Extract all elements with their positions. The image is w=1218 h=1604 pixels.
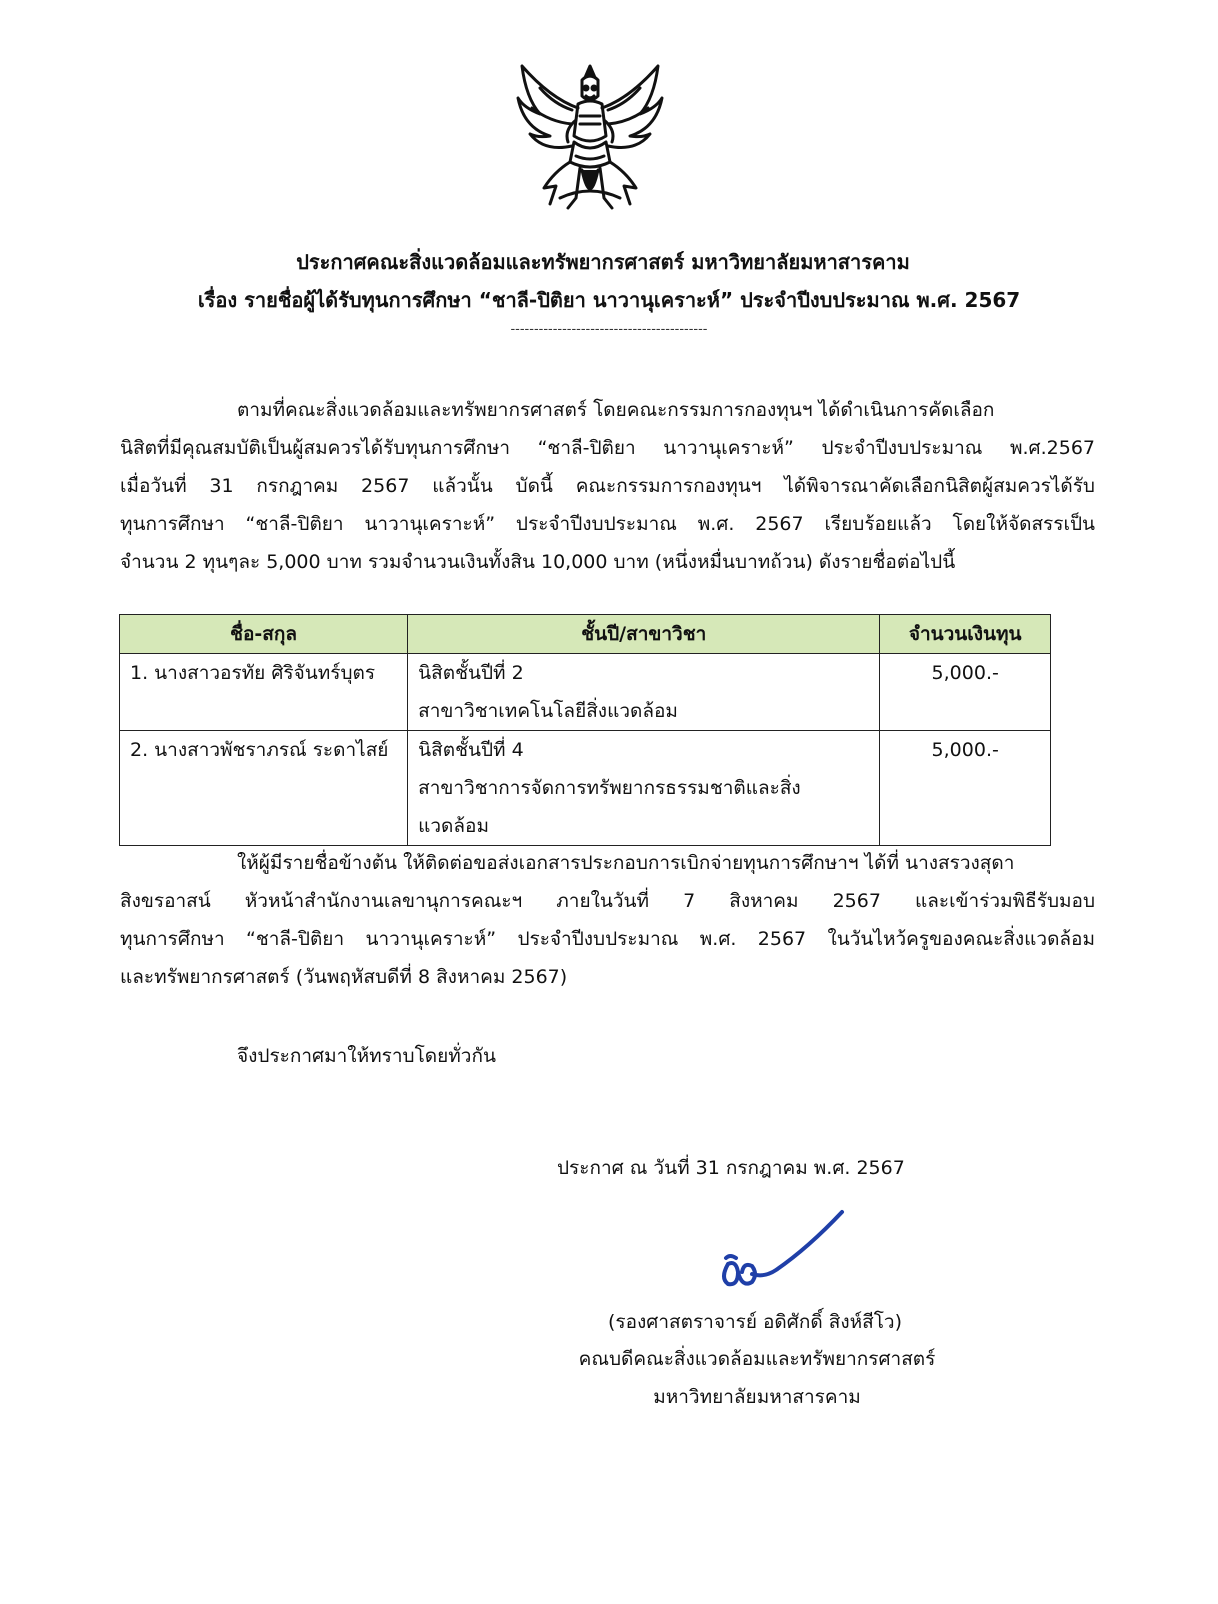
- paragraph-instructions: [120, 844, 1095, 996]
- scholarship-table: [119, 614, 1051, 846]
- recipient-year-major: [408, 731, 880, 846]
- paragraph-line: นิสิตที่มีคุณสมบัติเป็นผู้สมควรได้รับทุนการศึกษา “ชาลี-ปิติยา นาวานุเคราะห์” ประจำปีงบประมาณ พ.ศ.2567: [120, 437, 1095, 459]
- scholarship-amount: 5,000.-: [880, 654, 1051, 731]
- recipient-year: นิสิตชั้นปีที่ 4: [418, 739, 524, 761]
- scholarship-amount: 5,000.-: [880, 731, 1051, 846]
- paragraph-intro: [120, 391, 1095, 581]
- recipient-name: 2. นางสาวพัชราภรณ์ ระดาไสย์: [120, 731, 408, 846]
- announcement-title: ประกาศคณะสิ่งแวดล้อมและทรัพยากรศาสตร์ มหาวิทยาลัยมหาสารคาม: [296, 250, 910, 274]
- signatory-organization: มหาวิทยาลัยมหาสารคาม: [653, 1386, 861, 1408]
- handwritten-signature-icon: [712, 1208, 852, 1298]
- paragraph-line: ทุนการศึกษา “ชาลี-ปิติยา นาวานุเคราะห์” ประจำปีงบประมาณ พ.ศ. 2567 เรียบร้อยแล้ว โดยให้จัดสรรเป็น: [120, 513, 1095, 535]
- paragraph-closing: [237, 1037, 837, 1075]
- title-divider: ------------------------------------------: [510, 322, 708, 337]
- column-header-name: ชื่อ-สกุล: [120, 615, 408, 654]
- recipient-year: นิสิตชั้นปีที่ 2: [418, 662, 524, 684]
- recipient-year-major: [408, 654, 880, 731]
- paragraph-line: เมื่อวันที่ 31 กรกฎาคม 2567 แล้วนั้น บัดนี้ คณะกรรมการกองทุนฯ ได้พิจารณาคัดเลือกนิสิตผู้สมควรได้รับ: [120, 475, 1095, 497]
- paragraph-line: จำนวน 2 ทุนๆละ 5,000 บาท รวมจำนวนเงินทั้งสิน 10,000 บาท (หนึ่งหมื่นบาทถ้วน) ดังรายชื่อต่อไปนี้: [120, 551, 956, 573]
- signatory-position: คณบดีคณะสิ่งแวดล้อมและทรัพยากรศาสตร์: [578, 1348, 936, 1370]
- paragraph-line: สิงขรอาสน์ หัวหน้าสำนักงานเลขานุการคณะฯ ภายในวันที่ 7 สิงหาคม 2567 และเข้าร่วมพิธีรับมอบ: [120, 890, 1095, 912]
- table-row: [120, 654, 1051, 731]
- garuda-emblem-icon: [510, 58, 670, 218]
- recipient-major: สาขาวิชาการจัดการทรัพยากรธรรมชาติและสิ่งแวดล้อม: [418, 777, 801, 837]
- closing-line: จึงประกาศมาให้ทราบโดยทั่วกัน: [237, 1045, 496, 1067]
- column-header-year-major: ชั้นปี/สาขาวิชา: [408, 615, 880, 654]
- recipient-major: สาขาวิชาเทคโนโลยีสิ่งแวดล้อม: [418, 700, 678, 722]
- recipient-name: 1. นางสาวอรทัย ศิริจันทร์บุตร: [120, 654, 408, 731]
- announcement-subject: เรื่อง รายชื่อผู้ได้รับทุนการศึกษา “ชาลี-ปิติยา นาวานุเคราะห์” ประจำปีงบประมาณ พ.ศ. 2567: [197, 288, 1021, 312]
- paragraph-line: ทุนการศึกษา “ชาลี-ปิติยา นาวานุเคราะห์” ประจำปีงบประมาณ พ.ศ. 2567 ในวันไหว้ครูของคณะสิ่งแวดล้อม: [120, 928, 1095, 950]
- column-header-amount: จำนวนเงินทุน: [880, 615, 1051, 654]
- paragraph-line: ตามที่คณะสิ่งแวดล้อมและทรัพยากรศาสตร์ โดยคณะกรรมการกองทุนฯ ได้ดำเนินการคัดเลือก: [237, 399, 995, 421]
- signatory-name: (รองศาสตราจารย์ อดิศักดิ์ สิงห์สีโว): [608, 1311, 902, 1333]
- announcement-date: ประกาศ ณ วันที่ 31 กรกฎาคม พ.ศ. 2567: [557, 1157, 905, 1179]
- paragraph-line: ให้ผู้มีรายชื่อข้างต้น ให้ติดต่อขอส่งเอกสารประกอบการเบิกจ่ายทุนการศึกษาฯ ได้ที่ นางสรวงสุดา: [237, 852, 1015, 874]
- table-header-row: [120, 615, 1051, 654]
- paragraph-line: และทรัพยากรศาสตร์ (วันพฤหัสบดีที่ 8 สิงหาคม 2567): [120, 966, 568, 988]
- table-row: [120, 731, 1051, 846]
